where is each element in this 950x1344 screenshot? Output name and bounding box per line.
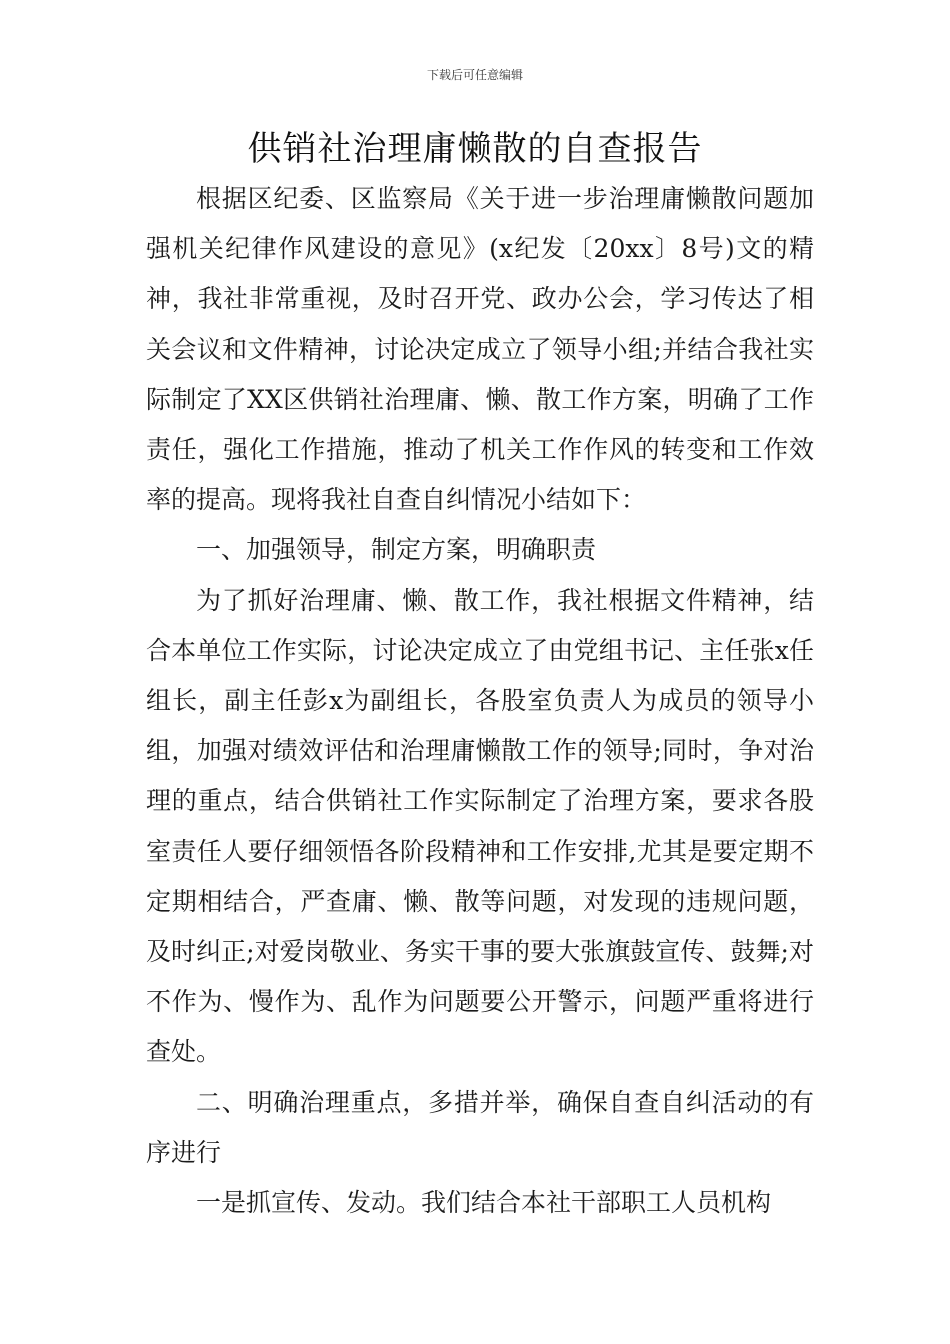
section-heading-2: 二、明确治理重点，多措并举，确保自查自纠活动的有序进行 xyxy=(146,1087,814,1167)
document-body xyxy=(146,174,814,1228)
paragraph-section-1: 为了抓好治理庸、懒、散工作，我社根据文件精神，结合本单位工作实际，讨论决定成立了由党组书记、主任张x任组长，副主任彭x为副组长，各股室负责人为成员的领导小组，加强对绩效评估和治理庸懒散工作的领导;同时，争对治理的重点，结合供销社工作实际制定了治理方案，要求各股室责任人要仔细领悟各阶段精神和工作安排,尤其是要定期不定期相结合，严查庸、懒、散等问题，对发现的违规问题，及时纠正;对爱岗敬业、务实干事的要大张旗鼓宣传、鼓舞;对不作为、慢作为、乱作为问题要公开警示，问题严重将进行查处。 xyxy=(146,585,814,1067)
paragraph-intro: 根据区纪委、区监察局《关于进一步治理庸懒散问题加强机关纪律作风建设的意见》(x纪发〔20xx〕8号)文的精神，我社非常重视，及时召开党、政办公会，学习传达了相关会议和文件精神，讨论决定成立了领导小组;并结合我社实际制定了XX区供销社治理庸、懒、散工作方案，明确了工作责任，强化工作措施，推动了机关工作作风的转变和工作效率的提高。现将我社自查自纠情况小结如下： xyxy=(146,184,814,515)
document-title: 供销社治理庸懒散的自查报告 xyxy=(247,129,703,169)
header-note: 下载后可任意编辑 xyxy=(426,68,523,82)
paragraph-section-2: 一是抓宣传、发动。我们结合本社干部职工人员机构 xyxy=(196,1188,772,1218)
section-heading-1: 一、加强领导，制定方案，明确职责 xyxy=(196,535,597,565)
